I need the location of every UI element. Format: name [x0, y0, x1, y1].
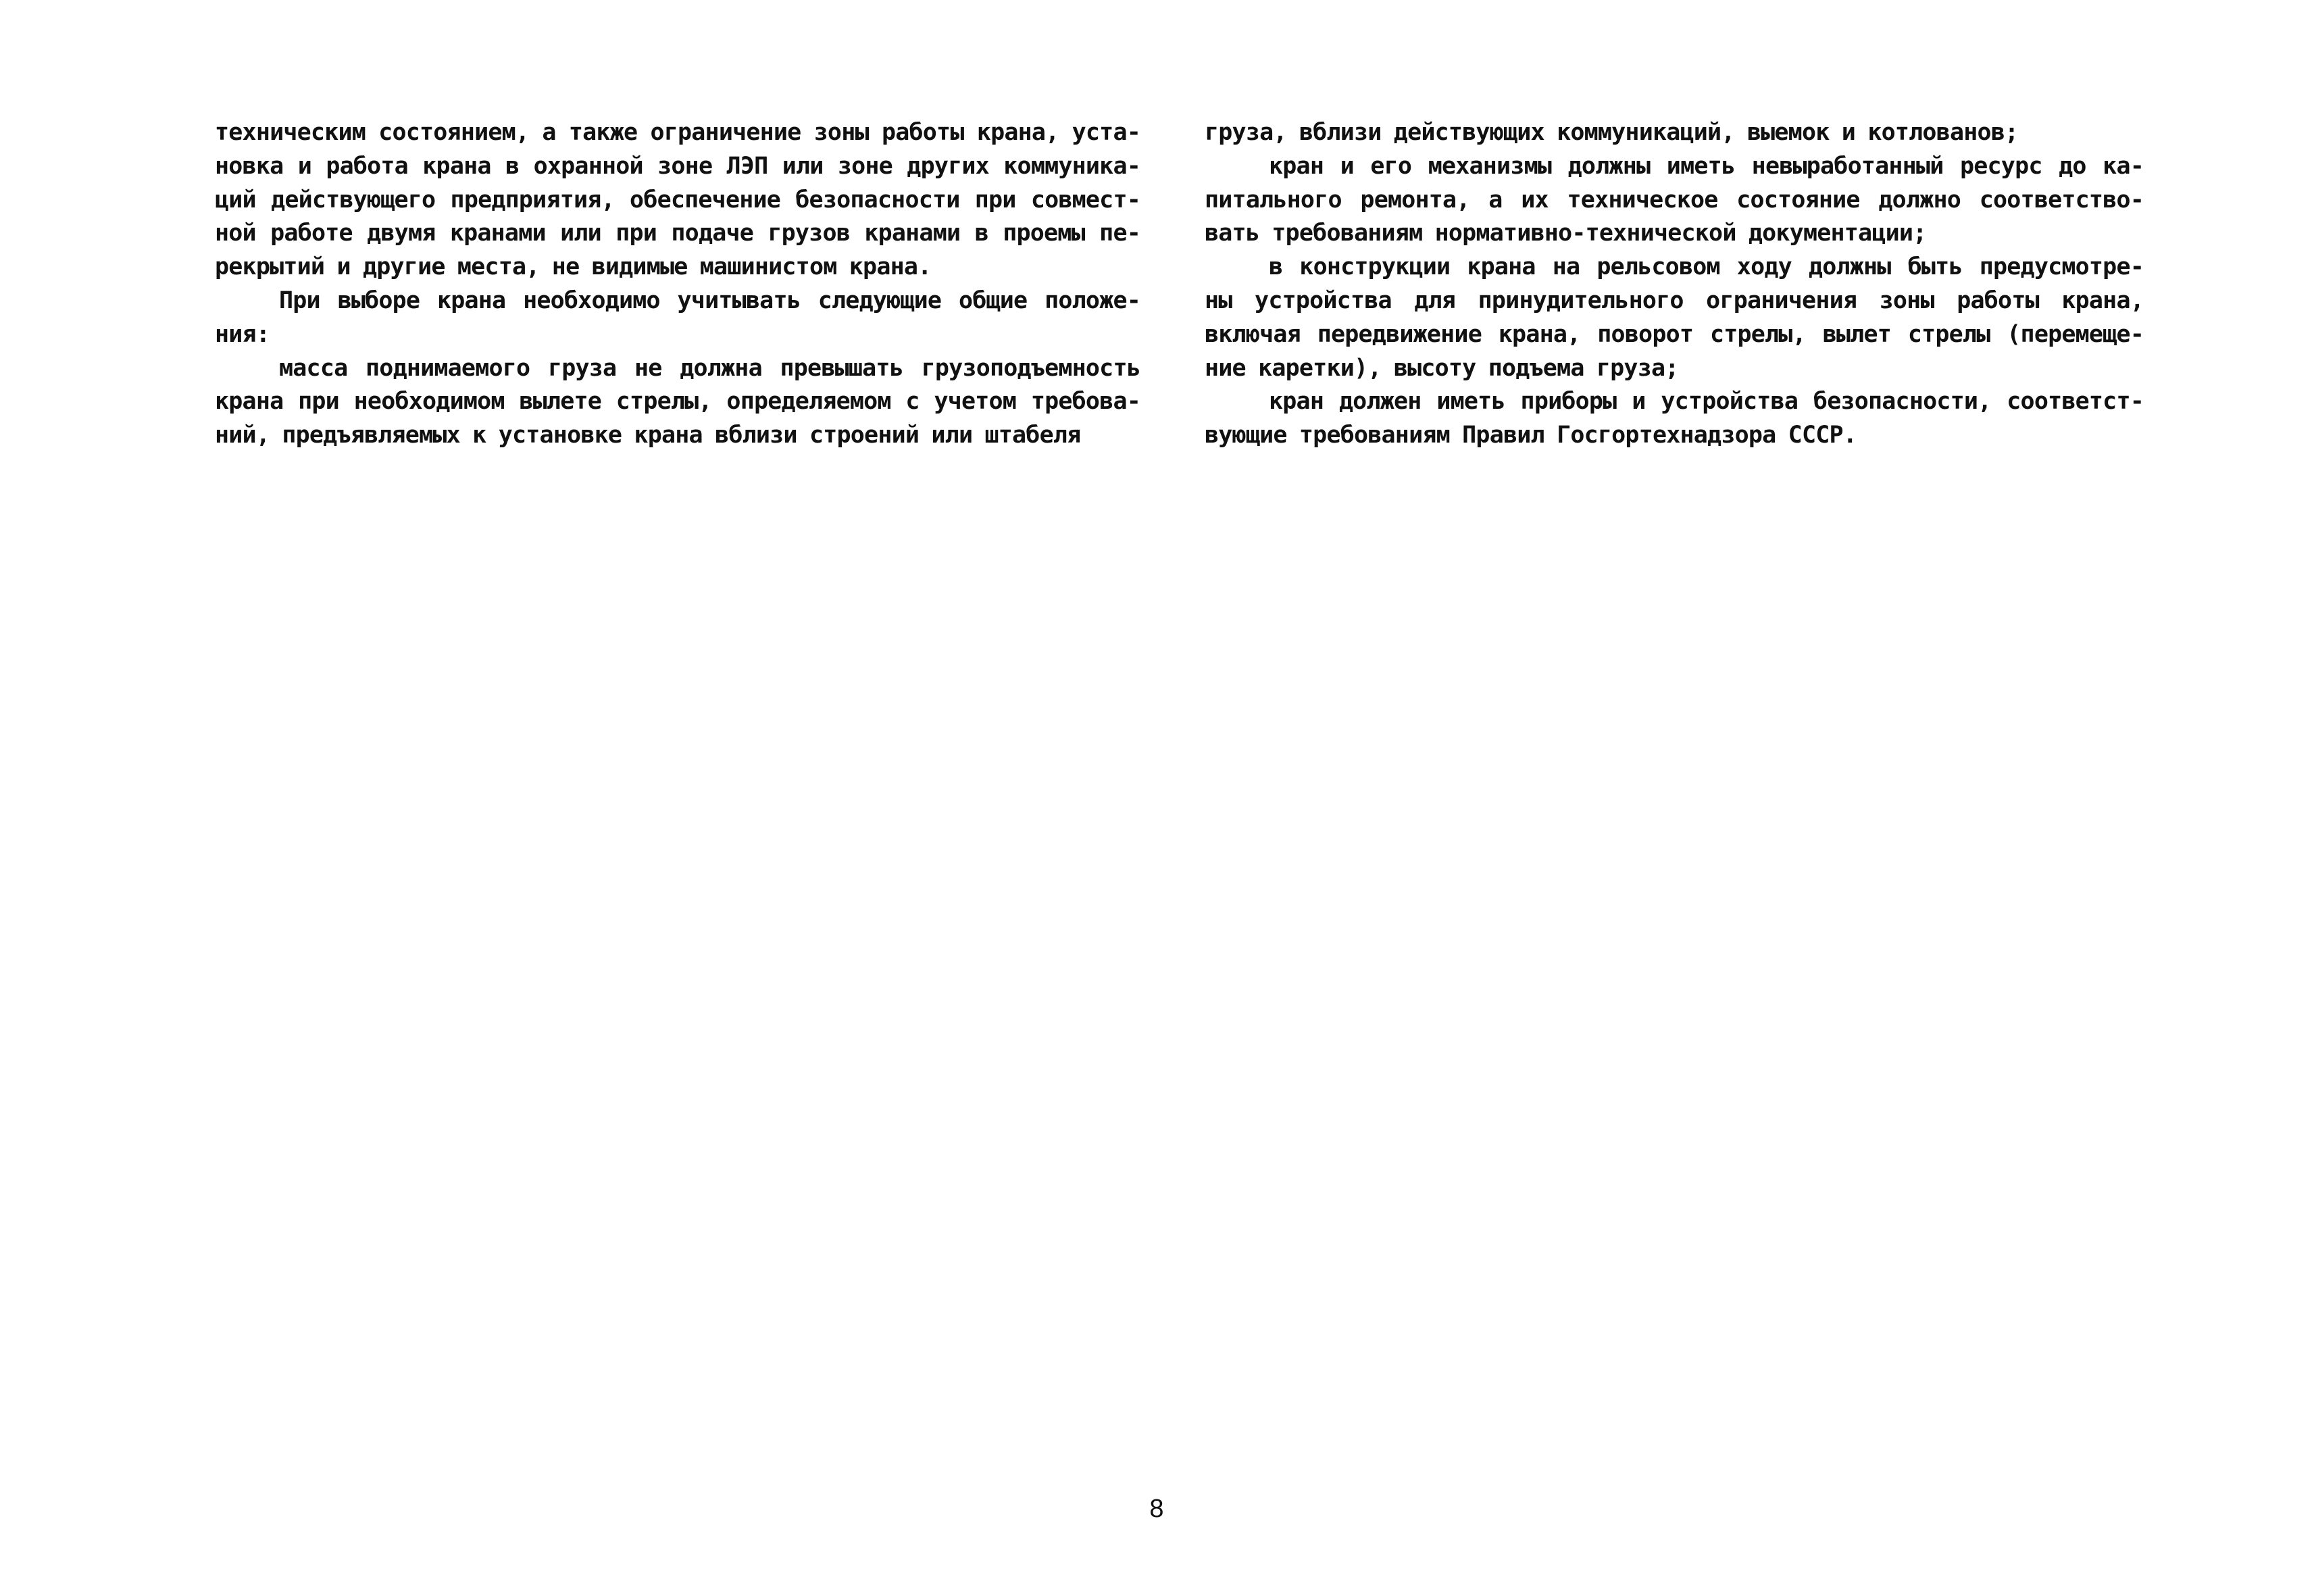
text-line: ной работе двумя кранами или при подаче грузов кранами в проемы пе- [215, 220, 1140, 247]
text-line: кран и его механизмы должны иметь невыработанный ресурс до ка- [1269, 152, 2144, 180]
left-text-column [215, 116, 1140, 453]
text-line: новка и работа крана в охранной зоне ЛЭП или зоне других коммуника- [215, 152, 1140, 180]
text-line: техническим состоянием, а также ограничение зоны работы крана, уста- [215, 119, 1140, 146]
text-line: включая передвижение крана, поворот стрелы, вылет стрелы (перемеще- [1205, 320, 2144, 348]
text-line: При выборе крана необходимо учитывать следующие общие положе- [279, 286, 1140, 314]
text-line: вующие требованиям Правил Госгортехнадзора СССР. [1205, 422, 1857, 449]
right-text-column [1205, 116, 2144, 453]
text-line: крана при необходимом вылете стрелы, определяемом с учетом требова- [215, 388, 1140, 416]
text-line: ния: [215, 320, 270, 348]
text-line: вать требованиям нормативно-технической документации; [1205, 220, 1927, 247]
text-line: ны устройства для принудительного ограничения зоны работы крана, [1205, 286, 2144, 314]
text-line: масса поднимаемого груза не должна превышать грузоподъемность [279, 354, 1140, 382]
text-line: рекрытий и другие места, не видимые машинистом крана. [215, 253, 932, 281]
text-line: в конструкции крана на рельсовом ходу должны быть предусмотре- [1269, 253, 2144, 281]
text-line: ние каретки), высоту подъема груза; [1205, 354, 1679, 382]
text-line: ций действующего предприятия, обеспечение безопасности при совмест- [215, 186, 1140, 214]
page-number: 8 [1149, 1495, 1164, 1523]
text-line: ний, предъявляемых к установке крана вблизи строений или штабеля [215, 422, 1081, 449]
text-line: груза, вблизи действующих коммуникаций, выемок и котлованов; [1205, 119, 2019, 146]
text-line: кран должен иметь приборы и устройства безопасности, соответст- [1269, 388, 2144, 416]
text-line: питального ремонта, а их техническое состояние должно соответство- [1205, 186, 2144, 214]
